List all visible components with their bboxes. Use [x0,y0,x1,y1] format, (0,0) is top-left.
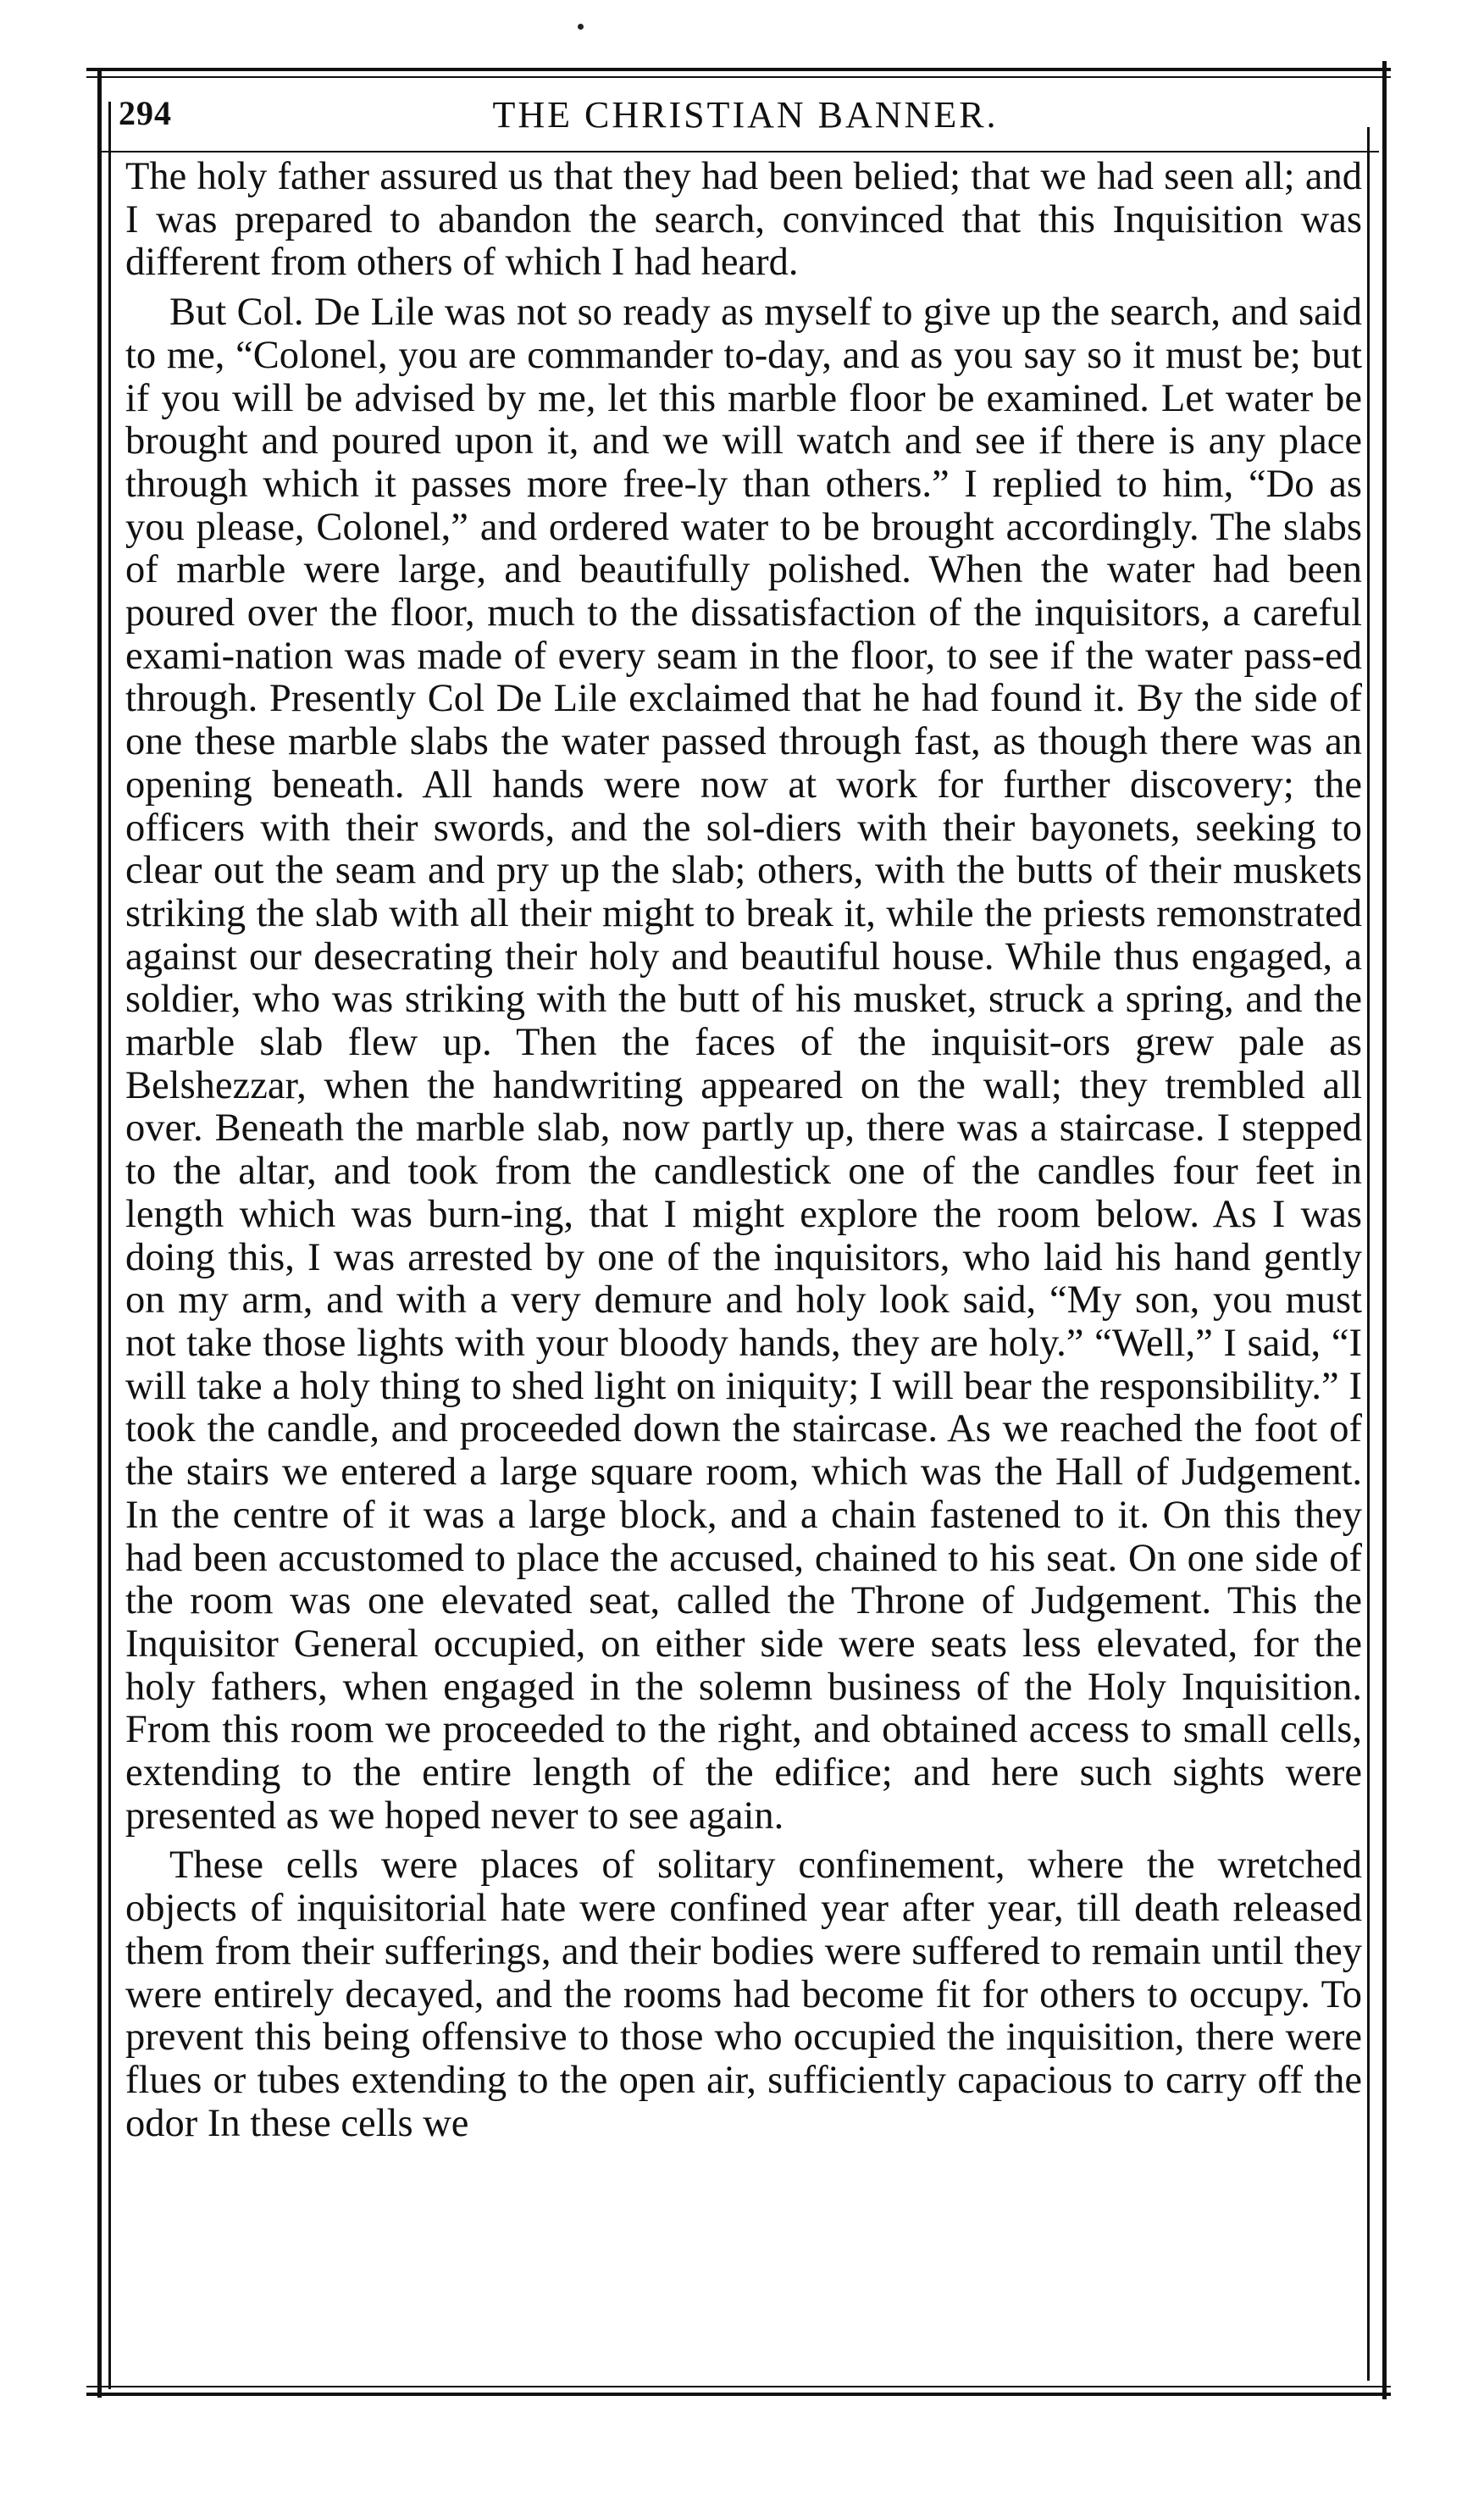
right-border-rule [1382,61,1387,2399]
right-inner-rule [1367,127,1370,2381]
page-number: 294 [119,94,172,132]
ink-speck [578,24,584,30]
left-border-rule [97,68,102,2398]
bottom-rule-thick [86,2393,1391,2396]
top-rule-thick [86,68,1391,71]
header-rule [100,151,1379,152]
paragraph: These cells were places of solitary confinement, where the wretched objects of inquisitorial hate were confined year after year, till death released them from their sufferings, and their bodies were suffered to remain until they were entirely decayed, and the rooms had become fit for others to occupy. To prevent this being offensive to those who occupied the inquisition, there were flues or tubes extending to the open air, sufficiently capacious to carry off the odor In these cells we [125,1844,1362,2145]
paragraph: But Col. De Lile was not so ready as myself to give up the search, and said to me, “Colonel, you are commander to-day, and as you say so it must be; but if you will be advised by me, let this marble floor be examined. Let water be brought and poured upon it, and we will watch and see if there is any place through which it passes more free-ly than others.” I replied to him, “Do as you please, Colonel,” and ordered water to be brought accordingly. The slabs of marble were large, and beautifully polished. When the water had been poured over the floor, much to the dissatisfaction of the inquisitors, a careful exami-nation was made of every seam in the floor, to see if the water pass-ed through. Presently Col De Lile exclaimed that he had found it. By the side of one these marble slabs the water passed through fast, as though there was an opening beneath. All hands were now at work for further discovery; the officers with their swords, and the sol-diers with their bayonets, seeking to clear out the seam and pry up the slab; others, with the butts of their muskets striking the slab with all their might to break it, while the priests remonstrated against our desecrating their holy and beautiful house. While thus engaged, a soldier, who was striking with the butt of his musket, struck a spring, and the marble slab flew up. Then the faces of the inquisit-ors grew pale as Belshezzar, when the handwriting appeared on the wall; they trembled all over. Beneath the marble slab, now partly up, there was a staircase. I stepped to the altar, and took from the candlestick one of the candles four feet in length which was burn-ing, that I might explore the room below. As I was doing this, I was arrested by one of the inquisitors, who laid his hand gently on my arm, and with a very demure and holy look said, “My son, you must not take those lights with your bloody hands, they are holy.” “Well,” I said, “I will take a holy thing to shed light on iniquity; I will bear the responsibility.” I took the candle, and proceeded down the staircase. As we reached the foot of the stairs we entered a large square room, which was the Hall of Judgement. In the centre of it was a large block, and a chain fastened to it. On this they had been accustomed to place the accused, chained to his seat. On one side of the room was one elevated seat, called the Throne of Judgement. This the Inquisitor General occupied, on either side were seats less elevated, for the holy fathers, when engaged in the solemn business of the Holy Inquisition. From this room we proceeded to the right, and obtained access to small cells, extending to the entire length of the edifice; and here such sights were presented as we hoped never to see again. [125,291,1362,1838]
bottom-rule-thin [86,2386,1391,2387]
page-header [119,93,1372,147]
article-body [125,156,1362,2145]
paragraph: The holy father assured us that they had been belied; that we had seen all; and I was prepared to abandon the search, convinced that this Inquisition was different from others of which I had heard. [125,155,1362,285]
left-inner-rule [108,102,111,2389]
journal-title: THE CHRISTIAN BANNER. [492,94,999,136]
top-rule-thin [86,76,1391,78]
